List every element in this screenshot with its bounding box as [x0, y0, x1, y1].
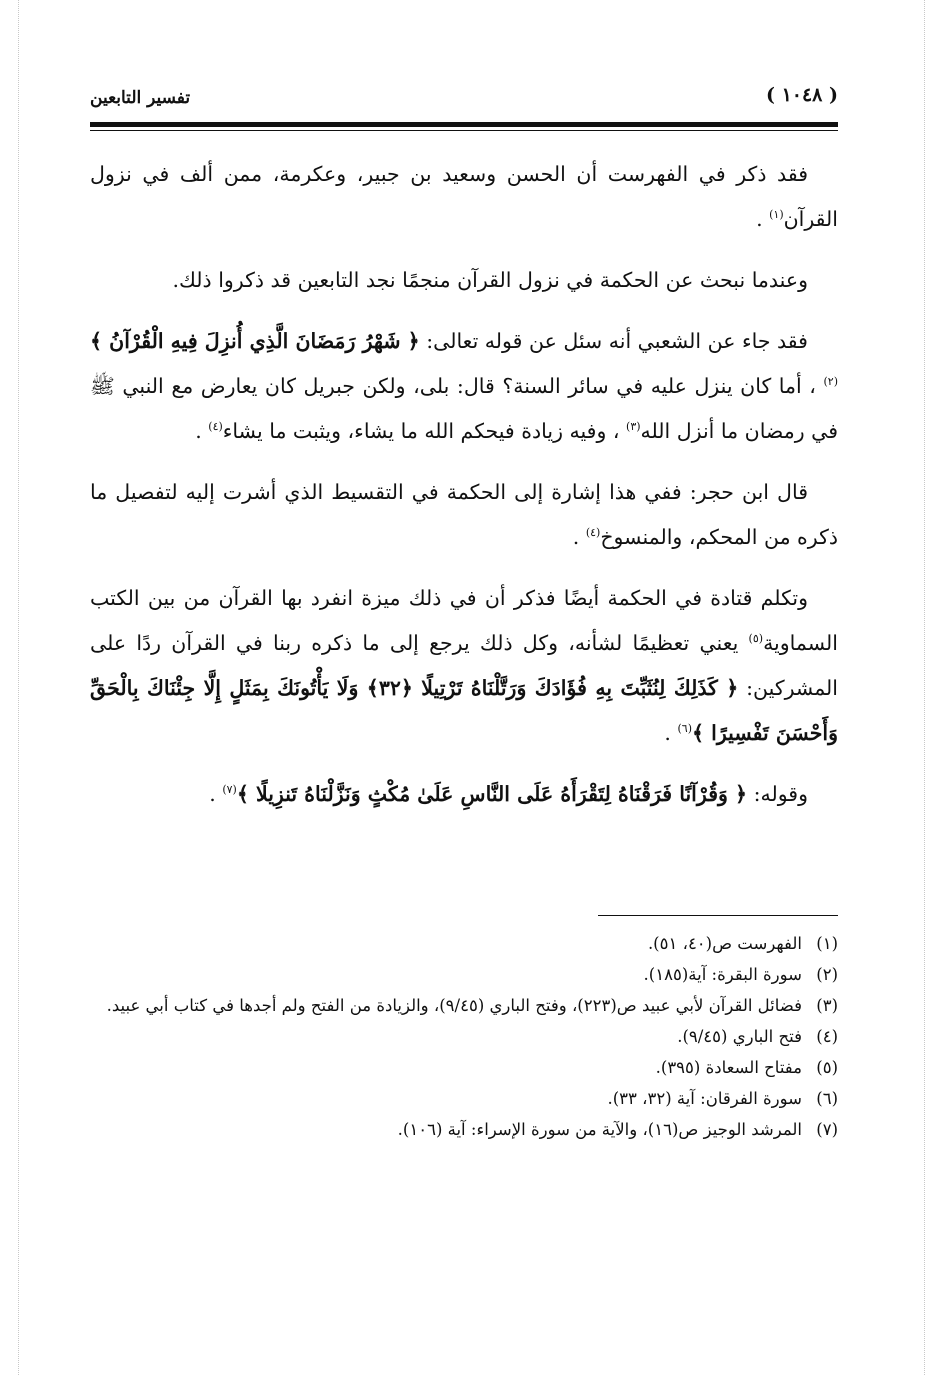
text-run: وعندما نبحث عن الحكمة في نزول القرآن منجمًا نجد التابعين قد ذكروا ذلك.	[172, 268, 808, 292]
paragraph	[90, 772, 838, 817]
paragraph	[90, 319, 838, 454]
header-rule-thin	[90, 130, 838, 131]
footnote-separator	[598, 915, 838, 916]
footnote-text: سورة البقرة: آية(١٨٥).	[643, 965, 802, 984]
text-run: .	[195, 419, 209, 443]
quran-verse: ﴿ شَهْرُ رَمَضَانَ الَّذِي أُنزِلَ فِيهِ الْقُرْآنُ ﴾	[90, 329, 420, 353]
footnote-number: (٦)	[816, 1089, 838, 1108]
footnote	[90, 1052, 838, 1083]
footnote-text: فضائل القرآن لأبي عبيد ص(٢٢٣)، وفتح الباري (٩/٤٥)، والزيادة من الفتح ولم أجدها في كتاب أبي عبيد.	[106, 996, 802, 1015]
footnote-text: سورة الفرقان: آية (٣٢، ٣٣).	[607, 1089, 802, 1108]
footnote-reference: (٤)	[585, 526, 601, 540]
footnote-number: (١)	[816, 934, 838, 953]
header-rule-thick	[90, 122, 838, 127]
paragraph	[90, 258, 838, 303]
paragraph	[90, 470, 838, 560]
footnote-text: المرشد الوجيز ص(١٦)، والآية من سورة الإسراء: آية (١٠٦).	[397, 1120, 802, 1139]
footnotes	[90, 928, 838, 1145]
text-run: وقوله:	[747, 782, 808, 806]
footnote-reference: (٥)	[748, 632, 764, 646]
footnote-reference: (٣)	[626, 420, 641, 434]
text-run: .	[209, 782, 223, 806]
page-number: ( ١٠٤٨ )	[765, 84, 838, 106]
text-run: .	[664, 721, 678, 745]
footnote-reference: (٤)	[208, 420, 223, 434]
footnote-number: (٢)	[816, 965, 838, 984]
footnote-number: (٧)	[816, 1120, 838, 1139]
running-title: تفسير التابعين	[90, 88, 191, 108]
footnote-text: مفتاح السعادة (٣٩٥).	[655, 1058, 802, 1077]
text-run: قال ابن حجر: ففي هذا إشارة إلى الحكمة في التقسيط الذي أشرت إليه لتفصيل ما ذكره من المحكم، والمنسوخ	[90, 480, 838, 549]
footnote-reference: (٢)	[823, 375, 838, 389]
quran-verse: ﴿ كَذَلِكَ لِنُثَبِّتَ بِهِ فُؤَادَكَ وَرَتَّلْنَاهُ تَرْتِيلًا ﴿٣٢﴾ وَلَا يَأْتُونَكَ بِمَثَلٍ إِلَّا جِئْنَاكَ بِالْحَقِّ وَأَحْسَنَ تَفْسِيرًا ﴾	[90, 676, 838, 745]
text-run: ، أما كان ينزل عليه في سائر السنة؟ قال: بلى، ولكن جبريل كان يعارض مع النبي ﷺ في رمضان ما أنزل الله	[90, 374, 838, 443]
footnote	[90, 1083, 838, 1114]
text-run: فقد ذكر في الفهرست أن الحسن وسعيد بن جبير، وعكرمة، ممن ألف في نزول القرآن	[90, 162, 838, 231]
footnote-reference: (١)	[769, 208, 784, 222]
margin-guide-right	[924, 0, 925, 1375]
footnote	[90, 1114, 838, 1145]
main-text	[90, 152, 838, 833]
footnote-text: الفهرست ص(٤٠، ٥١).	[647, 934, 802, 953]
footnote-text: فتح الباري (٩/٤٥).	[677, 1027, 802, 1046]
paragraph	[90, 152, 838, 242]
running-header	[90, 82, 838, 118]
footnote-reference: (٧)	[222, 783, 237, 797]
footnote	[90, 990, 838, 1021]
paragraph	[90, 576, 838, 756]
footnote-reference: (٦)	[677, 722, 692, 736]
footnote	[90, 928, 838, 959]
text-run: ، وفيه زيادة فيحكم الله ما يشاء، ويثبت ما يشاء	[222, 419, 627, 443]
footnote-number: (٤)	[816, 1027, 838, 1046]
text-run: .	[756, 207, 770, 231]
footnote	[90, 1021, 838, 1052]
text-run: فقد جاء عن الشعبي أنه سئل عن قوله تعالى:	[419, 329, 808, 353]
margin-guide-left	[18, 0, 19, 1375]
footnote	[90, 959, 838, 990]
footnote-number: (٥)	[816, 1058, 838, 1077]
text-run: يعني تعظيمًا لشأنه، وكل ذلك يرجع إلى ما ذكره ربنا في القرآن ردًا على المشركين:	[90, 631, 838, 700]
text-run: وتكلم قتادة في الحكمة أيضًا فذكر أن في ذلك ميزة انفرد بها القرآن من بين الكتب السماوية	[90, 586, 838, 655]
text-run: .	[572, 525, 586, 549]
footnote-number: (٣)	[816, 996, 838, 1015]
quran-verse: ﴿ وَقُرْآنًا فَرَقْنَاهُ لِتَقْرَأَهُ عَلَى النَّاسِ عَلَىٰ مُكْثٍ وَنَزَّلْنَاهُ تَنزِيلًا ﴾	[236, 782, 748, 806]
